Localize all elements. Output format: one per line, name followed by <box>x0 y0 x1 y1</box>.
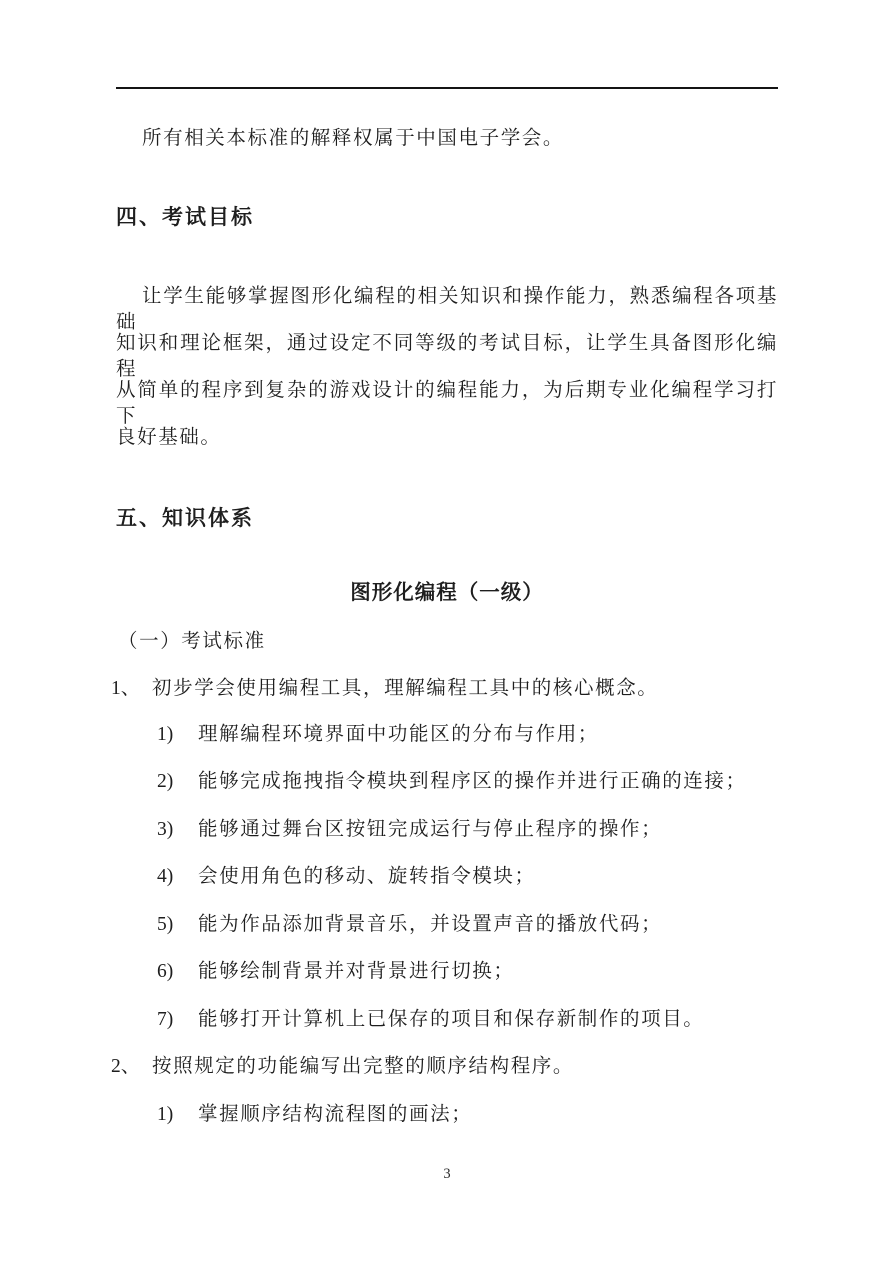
list-subitem <box>157 769 778 795</box>
list-subitem-text: 能够完成拖拽指令模块到程序区的操作并进行正确的连接； <box>198 771 747 792</box>
intro-paragraph: 所有相关本标准的解释权属于中国电子学会。 <box>142 128 565 149</box>
list-item <box>111 1054 778 1080</box>
objectives-paragraph-line-3: 从简单的程序到复杂的游戏设计的编程能力，为后期专业化编程学习打下 <box>116 380 778 427</box>
list-subitem <box>157 722 778 748</box>
list-subitem-text: 能够打开计算机上已保存的项目和保存新制作的项目。 <box>198 1009 705 1030</box>
list-subitem <box>157 912 778 938</box>
page-number: 3 <box>443 1166 451 1182</box>
objectives-paragraph-line-1: 让学生能够掌握图形化编程的相关知识和操作能力，熟悉编程各项基础 <box>116 286 778 333</box>
list-item <box>111 676 778 702</box>
list-subitem <box>157 864 778 890</box>
list-subitem-text: 能够绘制背景并对背景进行切换； <box>198 961 515 982</box>
list-subitem <box>157 959 778 985</box>
list-subitem-text: 掌握顺序结构流程图的画法； <box>198 1104 473 1125</box>
list-subitem-marker: 6) <box>157 961 174 982</box>
list-subitem <box>157 1007 778 1033</box>
list-subitem-marker: 3) <box>157 819 174 840</box>
list-subitem <box>157 817 778 843</box>
list-subitem-text: 能为作品添加背景音乐，并设置声音的播放代码； <box>198 914 663 935</box>
list-subitem-marker: 1) <box>157 724 174 745</box>
list-subitem-text: 能够通过舞台区按钮完成运行与停止程序的操作； <box>198 819 663 840</box>
section-heading-knowledge-system: 五、知识体系 <box>116 506 254 530</box>
list-subitem-text: 会使用角色的移动、旋转指令模块； <box>198 866 536 887</box>
list-subitem-marker: 1) <box>157 1104 174 1125</box>
list-subitem-marker: 2) <box>157 771 174 792</box>
list-item-text: 按照规定的功能编写出完整的顺序结构程序。 <box>152 1056 575 1077</box>
objectives-paragraph-line-2: 知识和理论框架，通过设定不同等级的考试目标，让学生具备图形化编程 <box>116 333 778 380</box>
list-subitem-marker: 4) <box>157 866 174 887</box>
subsection-heading-exam-standard: （一）考试标准 <box>118 631 266 652</box>
header-rule <box>116 87 778 89</box>
list-subitem-text: 理解编程环境界面中功能区的分布与作用； <box>198 724 599 745</box>
objectives-paragraph-line-4: 良好基础。 <box>116 427 222 448</box>
section-heading-exam-objectives: 四、考试目标 <box>116 205 254 229</box>
list-item-marker: 2、 <box>111 1056 141 1077</box>
list-subitem <box>157 1102 778 1128</box>
level-title: 图形化编程（一级） <box>350 582 544 604</box>
list-item-marker: 1、 <box>111 678 141 699</box>
list-subitem-marker: 7) <box>157 1009 174 1030</box>
list-item-text: 初步学会使用编程工具，理解编程工具中的核心概念。 <box>152 678 659 699</box>
list-subitem-marker: 5) <box>157 914 174 935</box>
